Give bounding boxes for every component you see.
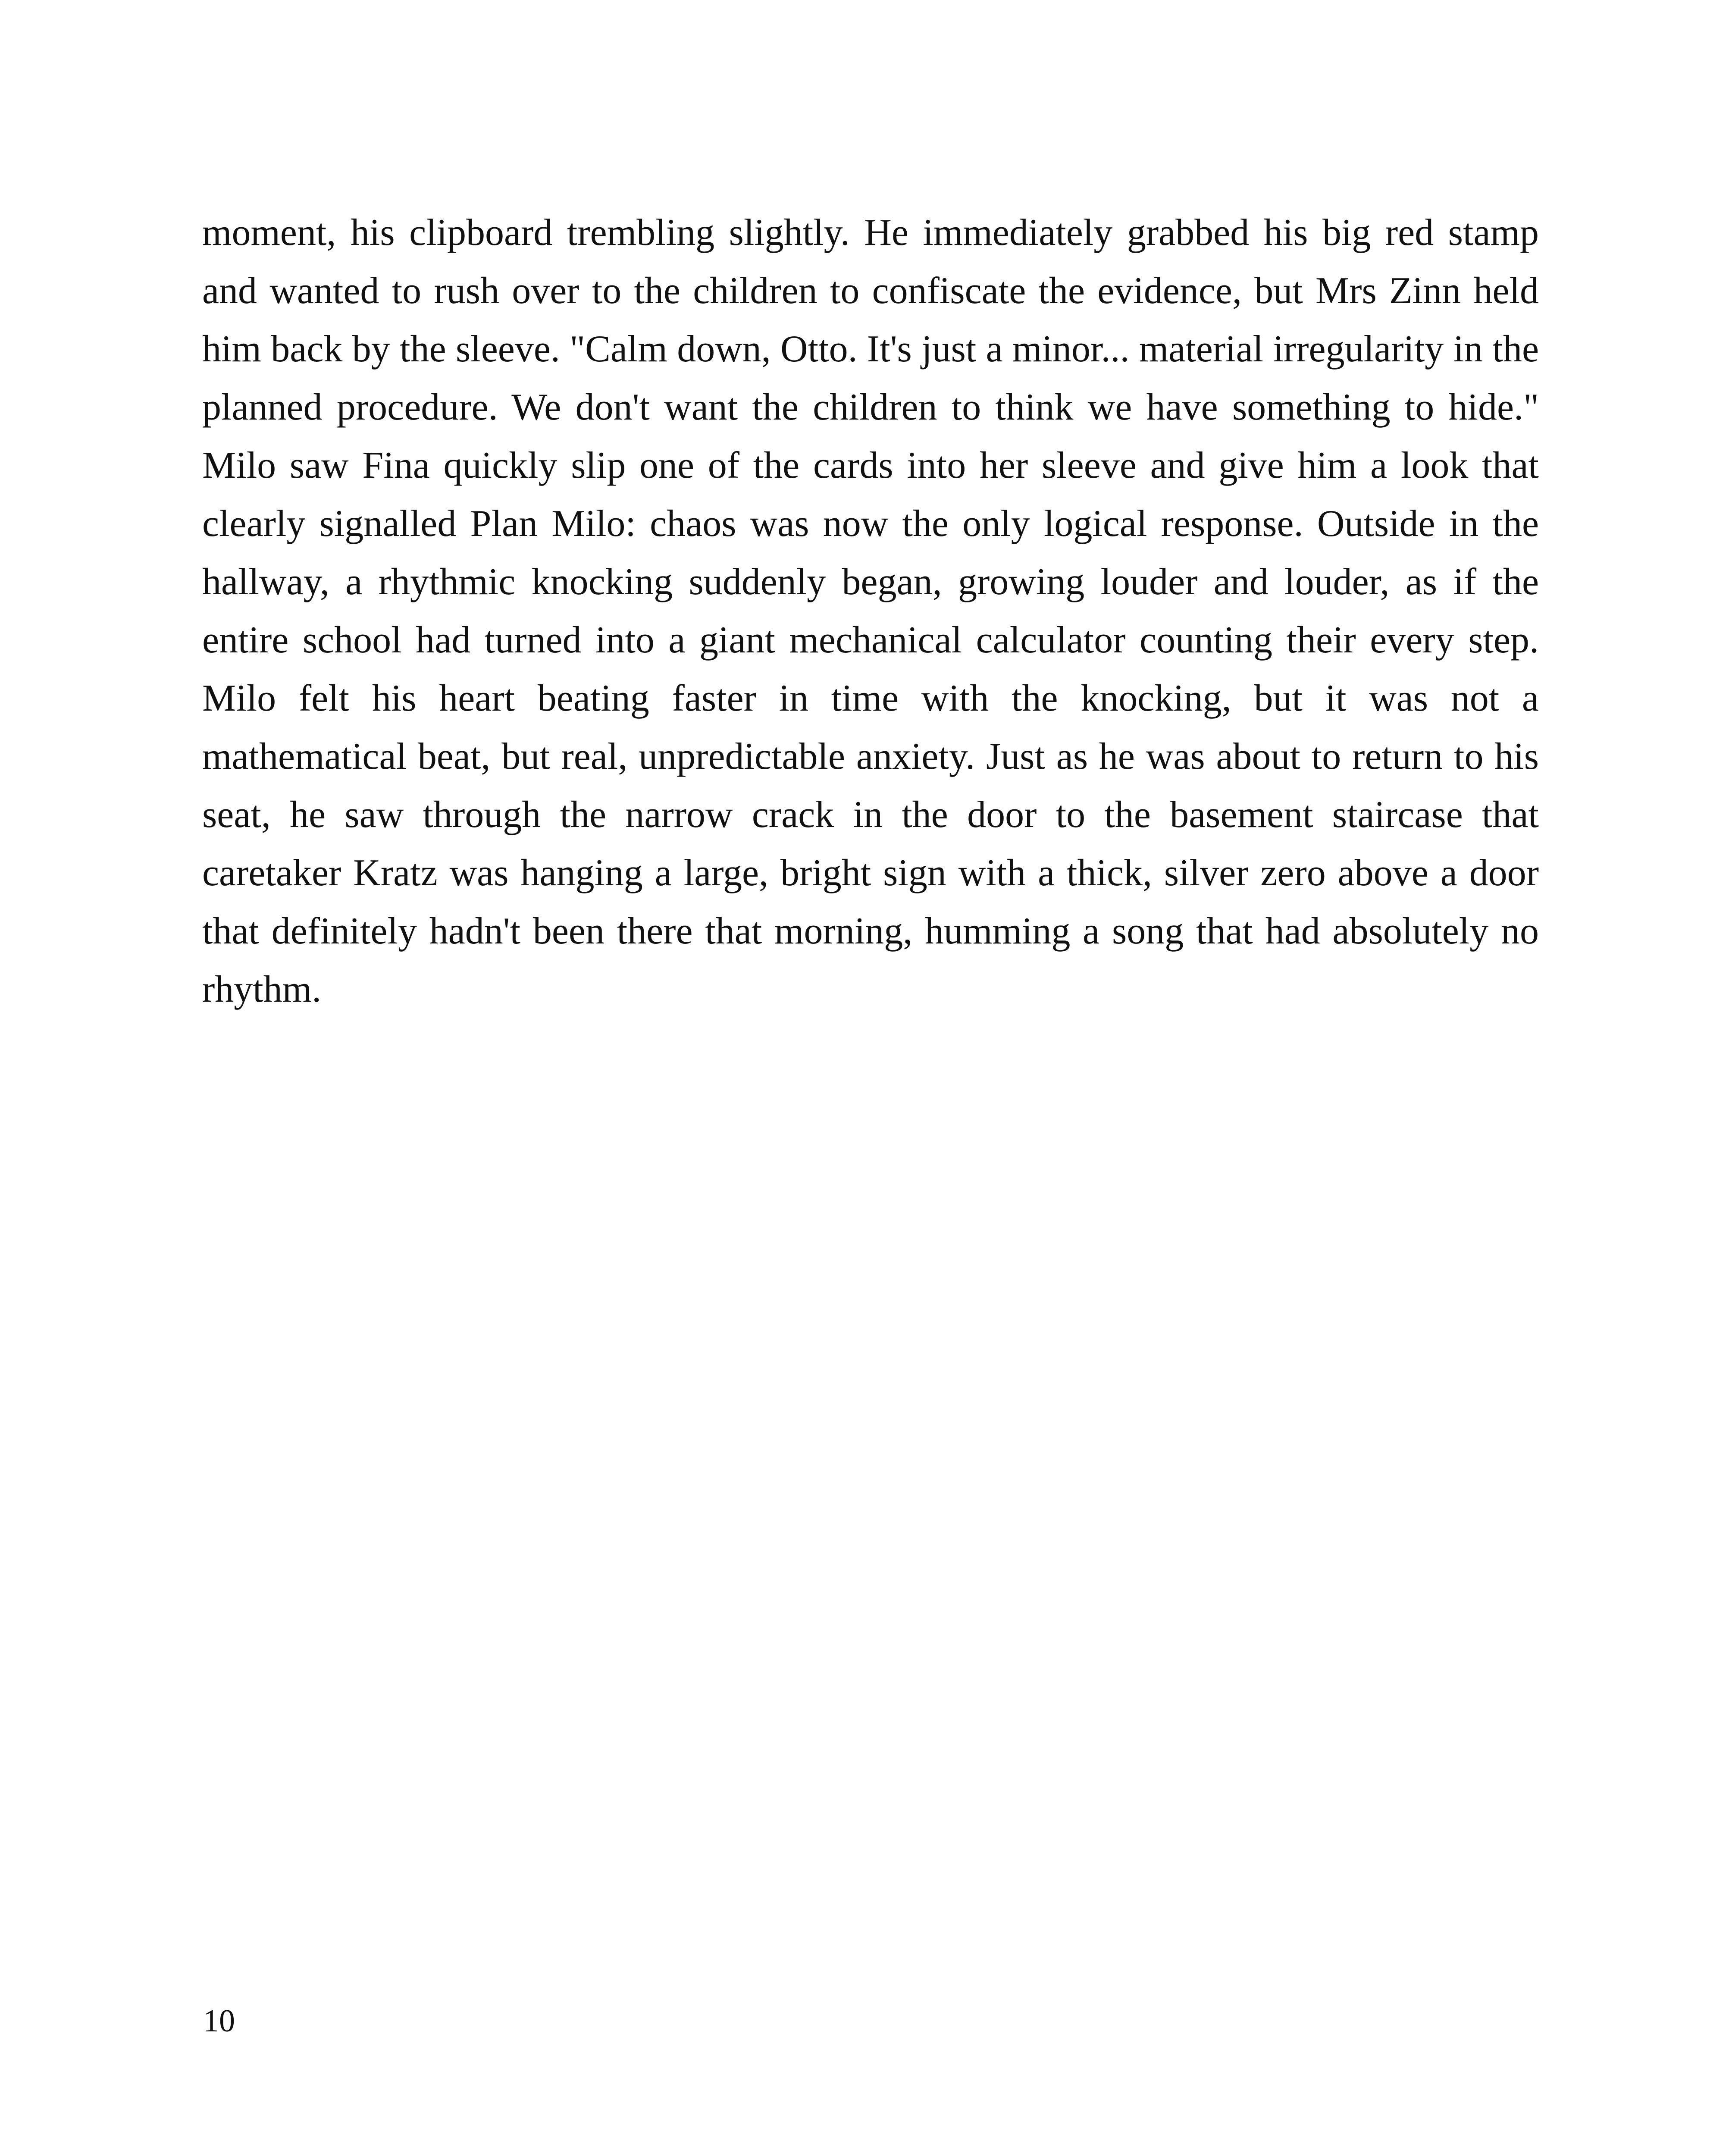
- page-number: 10: [203, 2003, 235, 2039]
- body-paragraph: moment, his clipboard trembling slightly. He immediately grabbed his big red stamp and wanted to rush over to the children to confiscate the evidence, but Mrs Zinn held him back by the sleeve. "Calm down, Otto. It's just a minor... material irregularity in the planned procedure. We don't want the children to think we have something to hide." Milo saw Fina quickly slip one of the cards into her sleeve and give him a look that clearly signalled Plan Milo: chaos was now the only logical response. Outside in the hallway, a rhythmic knocking suddenly began, growing louder and louder, as if the entire school had turned into a giant mechanical calculator counting their every step. Milo felt his heart beating faster in time with the knocking, but it was not a mathematical beat, but real, unpredictable anxiety. Just as he was about to return to his seat, he saw through the narrow crack in the door to the basement staircase that caretaker Kratz was hanging a large, bright sign with a thick, silver zero above a door that definitely hadn't been there that morning, humming a song that had absolutely no rhythm.: [202, 212, 1539, 1010]
